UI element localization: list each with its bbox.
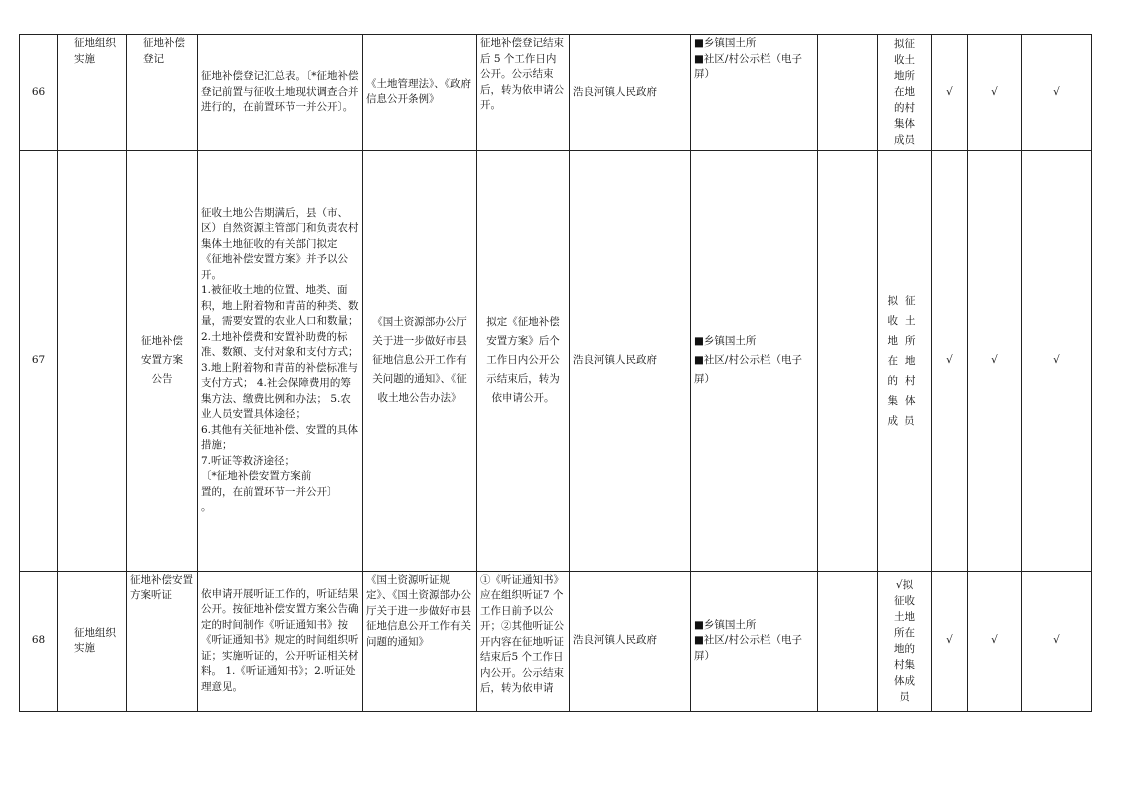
- check-mark: √: [968, 150, 1022, 571]
- check-mark: √: [968, 35, 1022, 151]
- time-text: 拟定《征地补偿安置方案》后个工作日内公开公示结束后，转为依申请公开。: [486, 316, 560, 404]
- channel-cell: [691, 571, 818, 711]
- check-mark: √: [932, 35, 968, 151]
- object-cell: [878, 150, 932, 571]
- object-text: √拟征收土地所在地的村集体成员: [894, 578, 915, 703]
- content-line: 征收土地公告期满后，县（市、区）自然资源主管部门和负责农村集体土地征收的有关部门拟定: [201, 206, 359, 250]
- content-line: 置的，在前置环节一并公开〕: [201, 485, 338, 498]
- basis-text: 《国土资源部办公厅关于进一步做好市县征地信息公开工作有关问题的通知》、《征收土地公告办法》: [372, 316, 467, 404]
- check-mark: √: [1022, 35, 1092, 151]
- basis-cell: 《土地管理法》、《政府信息公开条例》: [363, 35, 477, 151]
- subject-cell: 浩良河镇人民政府: [570, 35, 691, 151]
- check-mark: √: [1022, 571, 1092, 711]
- channel-line: ■社区/村公示栏（电子屏）: [694, 354, 802, 385]
- item-cell: [127, 150, 198, 571]
- content-line: 6.其他有关征地补偿、安置的具体措施；: [201, 423, 359, 451]
- channel-line: ■社区/村公示栏（电子屏）: [694, 52, 802, 80]
- check-mark: √: [932, 150, 968, 571]
- subject-cell: 浩良河镇人民政府: [570, 571, 691, 711]
- basis-cell: [363, 150, 477, 571]
- disclosure-table: [19, 34, 1092, 712]
- item-text: 征地补偿安置方案公告: [141, 335, 183, 385]
- row-number: 68: [20, 571, 58, 711]
- scope-cell: [818, 35, 878, 151]
- table-row: [20, 35, 1092, 151]
- row-number: 67: [20, 150, 58, 571]
- content-cell: 依申请开展听证工作的，听证结果公开。按征地补偿安置方案公告确定的时间制作《听证通知书》按《听证通知书》规定的时间组织听证；实施听证的，公开听证相关材料。 1.《听证通知书》；2.听证处理意见。: [198, 571, 363, 711]
- check-mark: √: [932, 571, 968, 711]
- content-cell: 征地补偿登记汇总表。〔*征地补偿登记前置与征收土地现状调查合并进行的，在前置环节一并公开〕。: [198, 35, 363, 151]
- object-text: 拟征收土地所在地的村集体成员: [894, 38, 915, 146]
- table-row: [20, 571, 1092, 711]
- content-cell: [198, 150, 363, 571]
- channel-line: ■乡镇国土所: [694, 335, 757, 347]
- category-cell: 征地组织实施: [58, 571, 127, 711]
- item-cell: 征地补偿登记: [127, 35, 198, 151]
- category-cell: 征地组织实施: [58, 35, 127, 151]
- content-line: 。: [201, 501, 212, 513]
- check-mark: √: [1022, 150, 1092, 571]
- content-line: 《征地补偿安置方案》并予以公开。: [201, 253, 348, 281]
- content-line: 1.被征收土地的位置、地类、面积，地上附着物和青苗的种类、数量，需要安置的农业人口和数量； 2.土地补偿费和安置补助费的标准、数额、支付对象和支付方式；: [201, 284, 359, 358]
- channel-cell: [691, 150, 818, 571]
- channel-line: ■乡镇国土所: [694, 37, 757, 49]
- content-line: 7.听证等救济途径；: [201, 454, 296, 467]
- content-line: 3.地上附着物和青苗的补偿标准与支付方式； 4.社会保障费用的筹集方法、缴费比例和办法； 5.农业人员安置具体途径；: [201, 361, 359, 420]
- channel-line: ■乡镇国土所: [694, 618, 757, 631]
- time-limit-cell: 征地补偿登记结束后 5 个工作日内公开。公示结束后，转为依申请公开。: [477, 35, 570, 151]
- object-text: 拟征收土地所在地的村集体成员: [887, 294, 922, 427]
- scope-cell: [818, 571, 878, 711]
- object-cell: [878, 571, 932, 711]
- check-mark: √: [968, 571, 1022, 711]
- item-cell: 征地补偿安置方案听证: [127, 571, 198, 711]
- table-row: [20, 150, 1092, 571]
- category-cell: [58, 150, 127, 571]
- basis-cell: 《国土资源听证规定》、《国土资源部办公厅关于进一步做好市县征地信息公开工作有关问题的通知》: [363, 571, 477, 711]
- row-number: 66: [20, 35, 58, 151]
- time-limit-cell: ①《听证通知书》应在组织听证7 个工作日前予以公开；②其他听证公开内容在征地听证结束后5 个工作日内公开。公示结束后，转为依申请: [477, 571, 570, 711]
- channel-line: ■社区/村公示栏（电子屏）: [694, 634, 802, 662]
- subject-cell: 浩良河镇人民政府: [570, 150, 691, 571]
- content-line: 〔*征地补偿安置方案前: [201, 470, 312, 482]
- object-cell: [878, 35, 932, 151]
- scope-cell: [818, 150, 878, 571]
- time-limit-cell: [477, 150, 570, 571]
- channel-cell: [691, 35, 818, 151]
